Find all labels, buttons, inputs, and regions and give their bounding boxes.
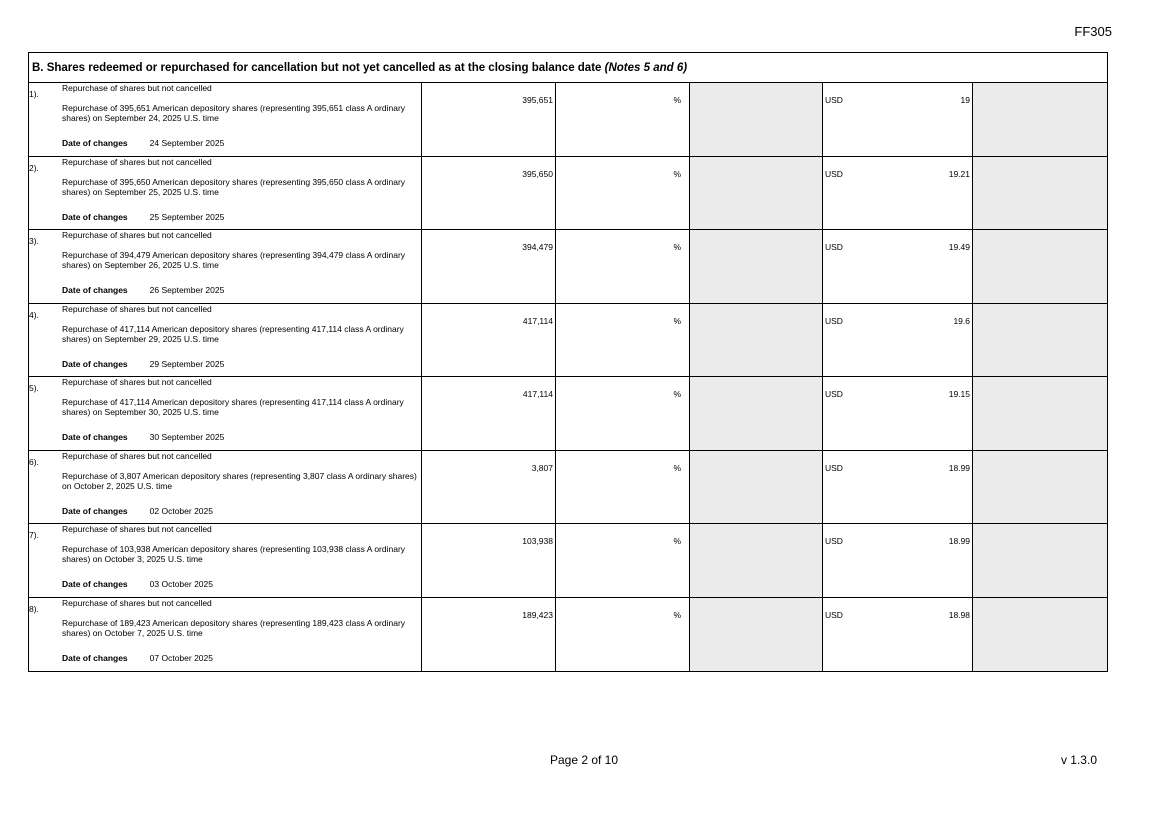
shaded-cell — [973, 157, 1107, 230]
shaded-cell — [973, 377, 1107, 450]
table-row — [29, 230, 1107, 304]
currency: USD — [825, 242, 843, 252]
number-of-shares: 3,807 — [422, 451, 556, 524]
section-notes: (Notes 5 and 6) — [604, 62, 688, 74]
description-cell — [29, 157, 422, 230]
change-type: Repurchase of shares but not cancelled — [62, 303, 212, 314]
shaded-cell — [690, 524, 823, 597]
price-cell — [823, 83, 973, 156]
date-of-changes — [62, 212, 224, 222]
date-value: 30 September 2025 — [149, 432, 225, 442]
table-row — [29, 451, 1107, 525]
percent-cell: % — [556, 377, 690, 450]
description-cell — [29, 377, 422, 450]
shaded-cell — [973, 304, 1107, 377]
row-index: 4). — [29, 309, 39, 320]
date-label: Date of changes — [62, 138, 128, 148]
price-cell — [823, 451, 973, 524]
date-value: 26 September 2025 — [149, 285, 225, 295]
date-of-changes — [62, 653, 213, 663]
row-index: 2). — [29, 162, 39, 173]
percent-cell: % — [556, 83, 690, 156]
date-value: 03 October 2025 — [149, 579, 213, 589]
currency: USD — [825, 462, 843, 473]
price-cell — [823, 157, 973, 230]
date-label: Date of changes — [62, 432, 128, 442]
page-number: Page 2 of 10 — [549, 753, 619, 767]
currency: USD — [825, 389, 843, 399]
table-row — [29, 377, 1107, 451]
table-row — [29, 157, 1107, 231]
price-cell — [823, 598, 973, 672]
date-of-changes — [62, 506, 213, 516]
currency: USD — [825, 315, 843, 326]
date-of-changes — [62, 285, 224, 295]
number-of-shares: 189,423 — [422, 598, 556, 672]
date-of-changes — [62, 432, 224, 442]
table-row — [29, 83, 1107, 157]
price-amount: 19 — [960, 95, 970, 105]
price-amount: 18.99 — [948, 536, 970, 546]
number-of-shares: 417,114 — [422, 377, 556, 450]
change-type: Repurchase of shares but not cancelled — [62, 597, 212, 608]
number-of-shares: 394,479 — [422, 230, 556, 303]
price-amount: 19.21 — [948, 168, 970, 179]
shaded-cell — [690, 304, 823, 377]
change-description: Repurchase of 395,651 American depository shares (representing 395,651 class A ordinary shares) on September 24, 2025 U.S. time — [62, 103, 406, 123]
shaded-cell — [973, 524, 1107, 597]
change-description: Repurchase of 417,114 American depository shares (representing 417,114 class A ordinary shares) on September 30, 2025 U.S. time — [62, 397, 404, 417]
shaded-cell — [690, 83, 823, 156]
currency: USD — [825, 168, 843, 179]
change-description: Repurchase of 3,807 American depository shares (representing 3,807 class A ordinary shares) on October 2, 2025 U.S. time — [62, 470, 417, 491]
shaded-cell — [690, 377, 823, 450]
shaded-cell — [690, 598, 823, 672]
percent-cell: % — [556, 598, 690, 672]
shares-section — [28, 52, 1108, 672]
date-value: 25 September 2025 — [149, 211, 225, 222]
description-cell — [29, 451, 422, 524]
percent-cell: % — [556, 304, 690, 377]
change-type: Repurchase of shares but not cancelled — [62, 156, 212, 167]
date-of-changes — [62, 138, 224, 148]
currency: USD — [825, 609, 843, 620]
shaded-cell — [690, 230, 823, 303]
shaded-cell — [973, 598, 1107, 672]
shaded-cell — [690, 157, 823, 230]
description-cell — [29, 230, 422, 303]
change-description: Repurchase of 394,479 American depository shares (representing 394,479 class A ordinary shares) on September 26, 2025 U.S. time — [62, 250, 406, 270]
number-of-shares: 103,938 — [422, 524, 556, 597]
change-description: Repurchase of 103,938 American depository shares (representing 103,938 class A ordinary shares) on October 3, 2025 U.S. time — [62, 544, 406, 564]
change-type: Repurchase of shares but not cancelled — [62, 524, 212, 534]
row-index: 7). — [29, 530, 39, 540]
date-value: 24 September 2025 — [149, 138, 225, 148]
currency: USD — [825, 536, 843, 546]
date-label: Date of changes — [62, 505, 128, 516]
form-code: FF305 — [1074, 24, 1112, 39]
number-of-shares: 417,114 — [422, 304, 556, 377]
row-index: 6). — [29, 456, 39, 467]
percent-cell: % — [556, 451, 690, 524]
date-label: Date of changes — [62, 285, 128, 295]
description-cell — [29, 83, 422, 156]
date-label: Date of changes — [62, 652, 128, 663]
table-row — [29, 598, 1107, 672]
price-cell — [823, 230, 973, 303]
version: v 1.3.0 — [1060, 753, 1097, 767]
price-cell — [823, 524, 973, 597]
section-title-text: B. Shares redeemed or repurchased for cancellation but not yet cancelled as at the closing balance date — [32, 62, 602, 74]
table-row — [29, 304, 1107, 378]
number-of-shares: 395,650 — [422, 157, 556, 230]
row-index: 3). — [29, 236, 39, 246]
description-cell — [29, 524, 422, 597]
change-description: Repurchase of 417,114 American depository shares (representing 417,114 class A ordinary shares) on September 29, 2025 U.S. time — [62, 323, 404, 344]
date-label: Date of changes — [62, 579, 128, 589]
date-label: Date of changes — [62, 358, 128, 369]
row-index: 1). — [29, 89, 39, 99]
price-amount: 19.6 — [953, 315, 970, 326]
change-type: Repurchase of shares but not cancelled — [62, 450, 212, 461]
date-of-changes — [62, 579, 213, 589]
table-row — [29, 524, 1107, 598]
price-cell — [823, 377, 973, 450]
shaded-cell — [973, 230, 1107, 303]
shaded-cell — [973, 451, 1107, 524]
description-cell — [29, 304, 422, 377]
change-description: Repurchase of 395,650 American depository shares (representing 395,650 class A ordinary shares) on September 25, 2025 U.S. time — [62, 176, 406, 197]
price-amount: 18.98 — [948, 609, 970, 620]
currency: USD — [825, 95, 843, 105]
date-label: Date of changes — [62, 211, 128, 222]
shaded-cell — [973, 83, 1107, 156]
price-amount: 19.15 — [948, 389, 970, 399]
percent-cell: % — [556, 157, 690, 230]
change-type: Repurchase of shares but not cancelled — [62, 83, 212, 93]
change-type: Repurchase of shares but not cancelled — [62, 230, 212, 240]
date-value: 29 September 2025 — [149, 358, 225, 369]
price-amount: 18.99 — [948, 462, 970, 473]
change-type: Repurchase of shares but not cancelled — [62, 377, 212, 387]
date-of-changes — [62, 359, 224, 369]
change-description: Repurchase of 189,423 American depository shares (representing 189,423 class A ordinary shares) on October 7, 2025 U.S. time — [62, 617, 406, 638]
rows-container — [29, 83, 1107, 671]
section-title — [29, 53, 1107, 83]
date-value: 07 October 2025 — [149, 652, 213, 663]
price-cell — [823, 304, 973, 377]
row-index: 5). — [29, 383, 39, 393]
description-cell — [29, 598, 422, 672]
row-index: 8). — [29, 603, 39, 614]
percent-cell: % — [556, 230, 690, 303]
number-of-shares: 395,651 — [422, 83, 556, 156]
percent-cell: % — [556, 524, 690, 597]
date-value: 02 October 2025 — [149, 505, 213, 516]
price-amount: 19.49 — [948, 242, 970, 252]
shaded-cell — [690, 451, 823, 524]
